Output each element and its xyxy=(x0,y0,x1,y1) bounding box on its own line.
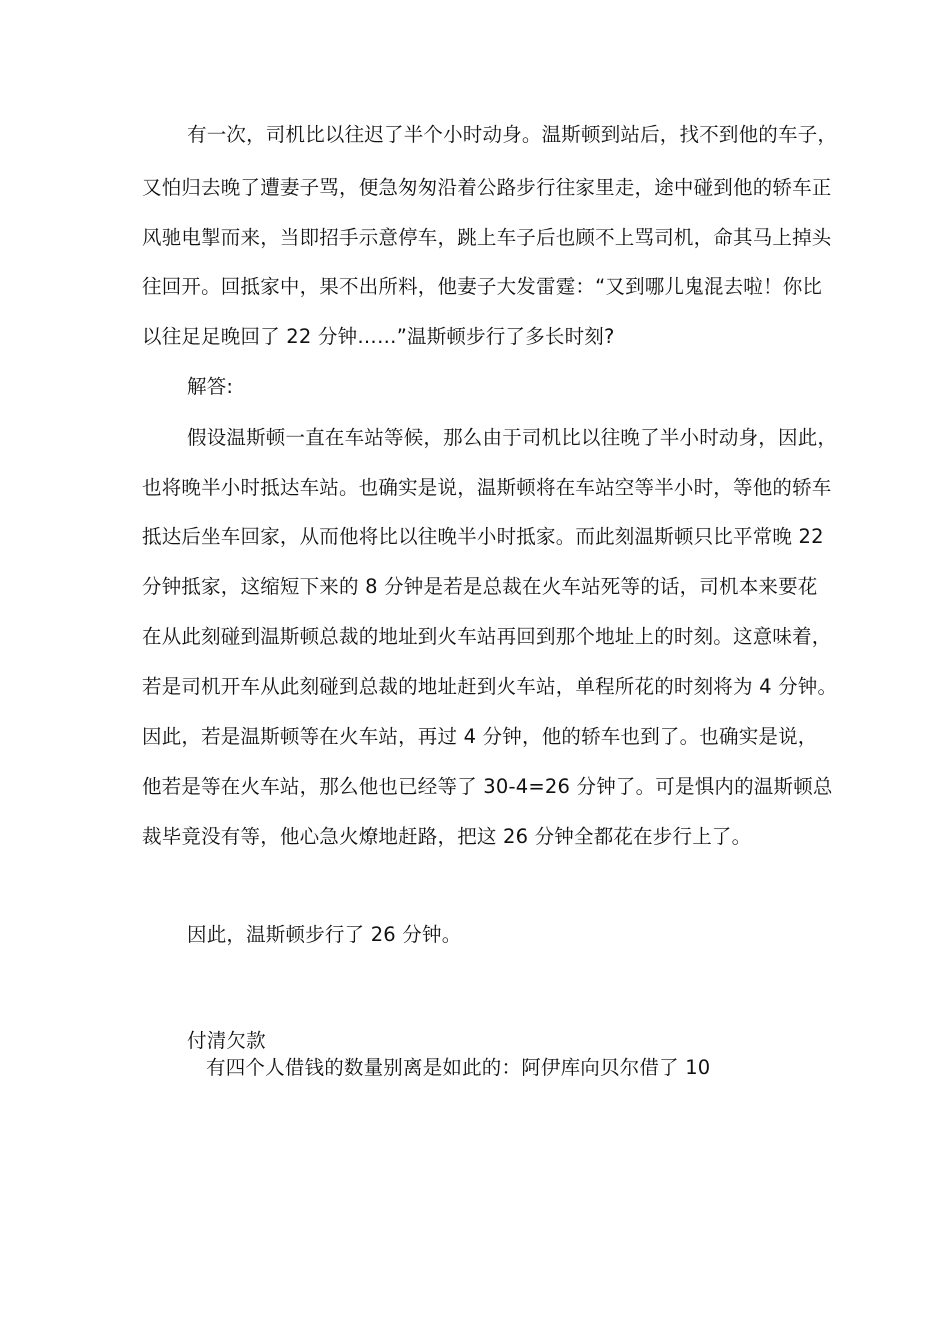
answer-line: 若是司机开车从此刻碰到总裁的地址赶到火车站，单程所花的时刻将为 4 分钟。 xyxy=(142,675,838,698)
answer-line: 他若是等在火车站，那么他也已经等了 30-4=26 分钟了。可是惧内的温斯顿总 xyxy=(142,775,833,798)
answer-line: 假设温斯顿一直在车站等候，那么由于司机比以往晚了半小时动身，因此， xyxy=(187,426,838,449)
section-title: 付清欠款 xyxy=(187,1029,266,1052)
problem-line: 以往足足晚回了 22 分钟……”温斯顿步行了多长时刻? xyxy=(142,325,615,348)
answer-line: 分钟抵家，这缩短下来的 8 分钟是若是总裁在火车站死等的话，司机本来要花 xyxy=(142,575,818,598)
answer-line: 因此，若是温斯顿等在火车站，再过 4 分钟，他的轿车也到了。也确实是说， xyxy=(142,725,818,748)
problem-line: 往回开。回抵家中，果不出所料，他妻子大发雷霆：“又到哪儿鬼混去啦！你比 xyxy=(142,275,823,298)
answer-line: 抵达后坐车回家，从而他将比以往晚半小时抵家。而此刻温斯顿只比平常晚 22 xyxy=(142,525,824,548)
answer-label: 解答: xyxy=(187,375,234,398)
problem-line: 又怕归去晚了遭妻子骂，便急匆匆沿着公路步行往家里走，途中碰到他的轿车正 xyxy=(142,176,832,199)
answer-line: 在从此刻碰到温斯顿总裁的地址到火车站再回到那个地址上的时刻。这意味着， xyxy=(142,625,832,648)
answer-line: 也将晚半小时抵达车站。也确实是说，温斯顿将在车站空等半小时，等他的轿车 xyxy=(142,476,832,499)
conclusion-text: 因此，温斯顿步行了 26 分钟。 xyxy=(187,923,462,946)
problem-line: 风驰电掣而来，当即招手示意停车，跳上车子后也顾不上骂司机，命其马上掉头 xyxy=(142,226,832,249)
section-first-line: 有四个人借钱的数量别离是如此的：阿伊库向贝尔借了 10 xyxy=(206,1056,711,1079)
answer-line: 裁毕竟没有等，他心急火燎地赶路，把这 26 分钟全都花在步行上了。 xyxy=(142,825,752,848)
problem-line: 有一次，司机比以往迟了半个小时动身。温斯顿到站后，找不到他的车子， xyxy=(187,123,838,146)
